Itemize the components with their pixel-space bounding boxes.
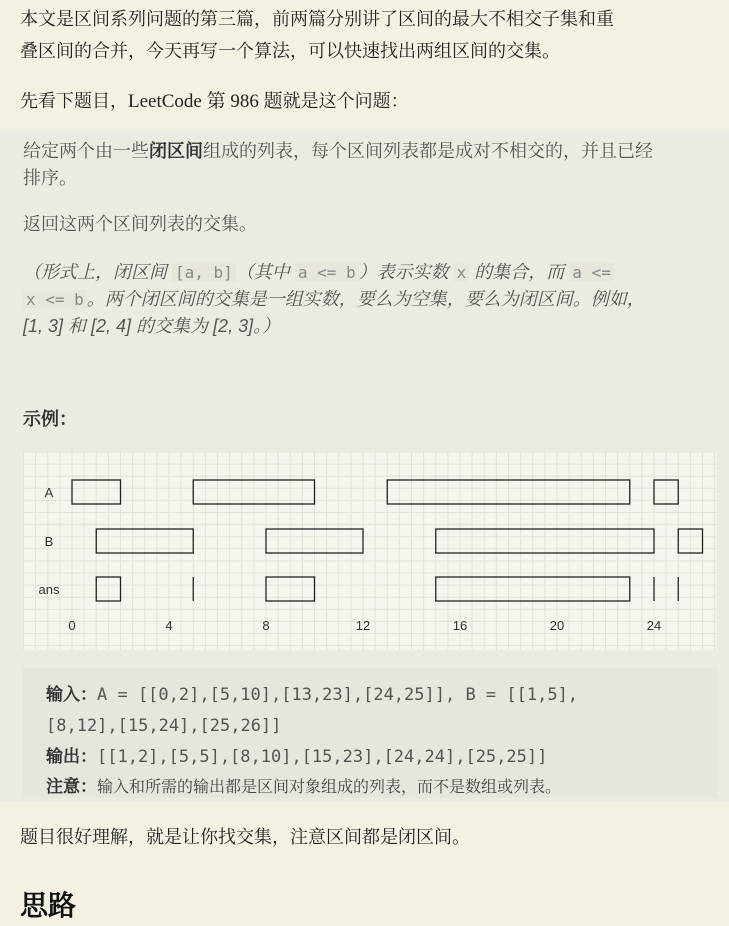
leetcode-reference: LeetCode 第 986 题 <box>128 91 283 112</box>
lead-text-a: 先看下题目， <box>20 91 128 112</box>
x-tick-label: 4 <box>165 618 173 633</box>
row-label: B <box>44 534 54 549</box>
problem-text: 给定两个由一些 <box>23 141 149 161</box>
x-tick-label: 0 <box>68 618 76 633</box>
inline-code: x <= b <box>23 290 87 309</box>
intro-paragraph <box>20 4 720 68</box>
formal-text: （形式上，闭区间 <box>23 262 173 282</box>
example-output-line <box>46 742 706 773</box>
problem-formal-definition <box>23 259 713 340</box>
example-note-line <box>46 771 706 803</box>
output-label: 输出： <box>46 747 97 767</box>
after-paragraph: 题目很好理解，就是让你找交集，注意区间都是闭区间。 <box>20 827 470 848</box>
formal-text: 的集合，而 <box>469 262 570 282</box>
x-tick-label: 24 <box>646 618 662 633</box>
formal-text: [1, 3] 和 [2, 4] 的交集为 [2, 3]。） <box>23 316 281 336</box>
example-block <box>23 668 717 798</box>
formal-text: 。两个闭区间的交集是一组实数，要么为空集，要么为闭区间。例如， <box>86 289 645 309</box>
output-value: [[1,2],[5,5],[8,10],[15,23],[24,24],[25,25]] <box>97 747 548 767</box>
formal-text: ）表示实数 <box>358 262 454 282</box>
closed-interval-term: 闭区间 <box>149 141 203 161</box>
problem-statement <box>23 138 713 192</box>
lead-paragraph <box>20 86 720 118</box>
formal-text: （其中 <box>235 262 295 282</box>
inline-code: x <box>454 263 470 282</box>
input-label: 输入： <box>46 685 97 705</box>
problem-text: 排序。 <box>23 168 77 188</box>
problem-text: 组成的列表，每个区间列表都是成对不相交的，并且已经 <box>203 141 653 161</box>
problem-return: 返回这两个区间列表的交集。 <box>23 214 257 234</box>
x-tick-label: 8 <box>262 618 270 633</box>
note-value: 输入和所需的输出都是区间对象组成的列表，而不是数组或列表。 <box>97 777 562 796</box>
inline-code: [a, b] <box>172 263 236 282</box>
section-title: 思路 <box>20 889 77 922</box>
input-value-1: A = [[0,2],[5,10],[13,23],[24,25]], B = [[1,5], <box>97 685 579 705</box>
x-tick-label: 20 <box>549 618 565 633</box>
row-label: A <box>44 485 54 500</box>
intro-line-1: 本文是区间系列问题的第三篇，前两篇分别讲了区间的最大不相交子集和重 <box>20 9 614 30</box>
x-tick-label: 16 <box>452 618 468 633</box>
intro-line-2: 叠区间的合并，今天再写一个算法，可以快速找出两组区间的交集。 <box>20 41 560 62</box>
note-label: 注意： <box>46 777 97 797</box>
interval-diagram <box>23 452 717 650</box>
row-label: ans <box>38 582 60 597</box>
example-input-cont: [8,12],[15,24],[25,26]] <box>46 716 282 736</box>
x-tick-label: 12 <box>355 618 371 633</box>
example-input-line <box>46 680 706 711</box>
inline-code: a <= b <box>295 263 359 282</box>
example-heading: 示例： <box>23 409 77 429</box>
lead-text-b: 就是这个问题： <box>282 91 409 112</box>
inline-code: a <= <box>569 263 614 282</box>
